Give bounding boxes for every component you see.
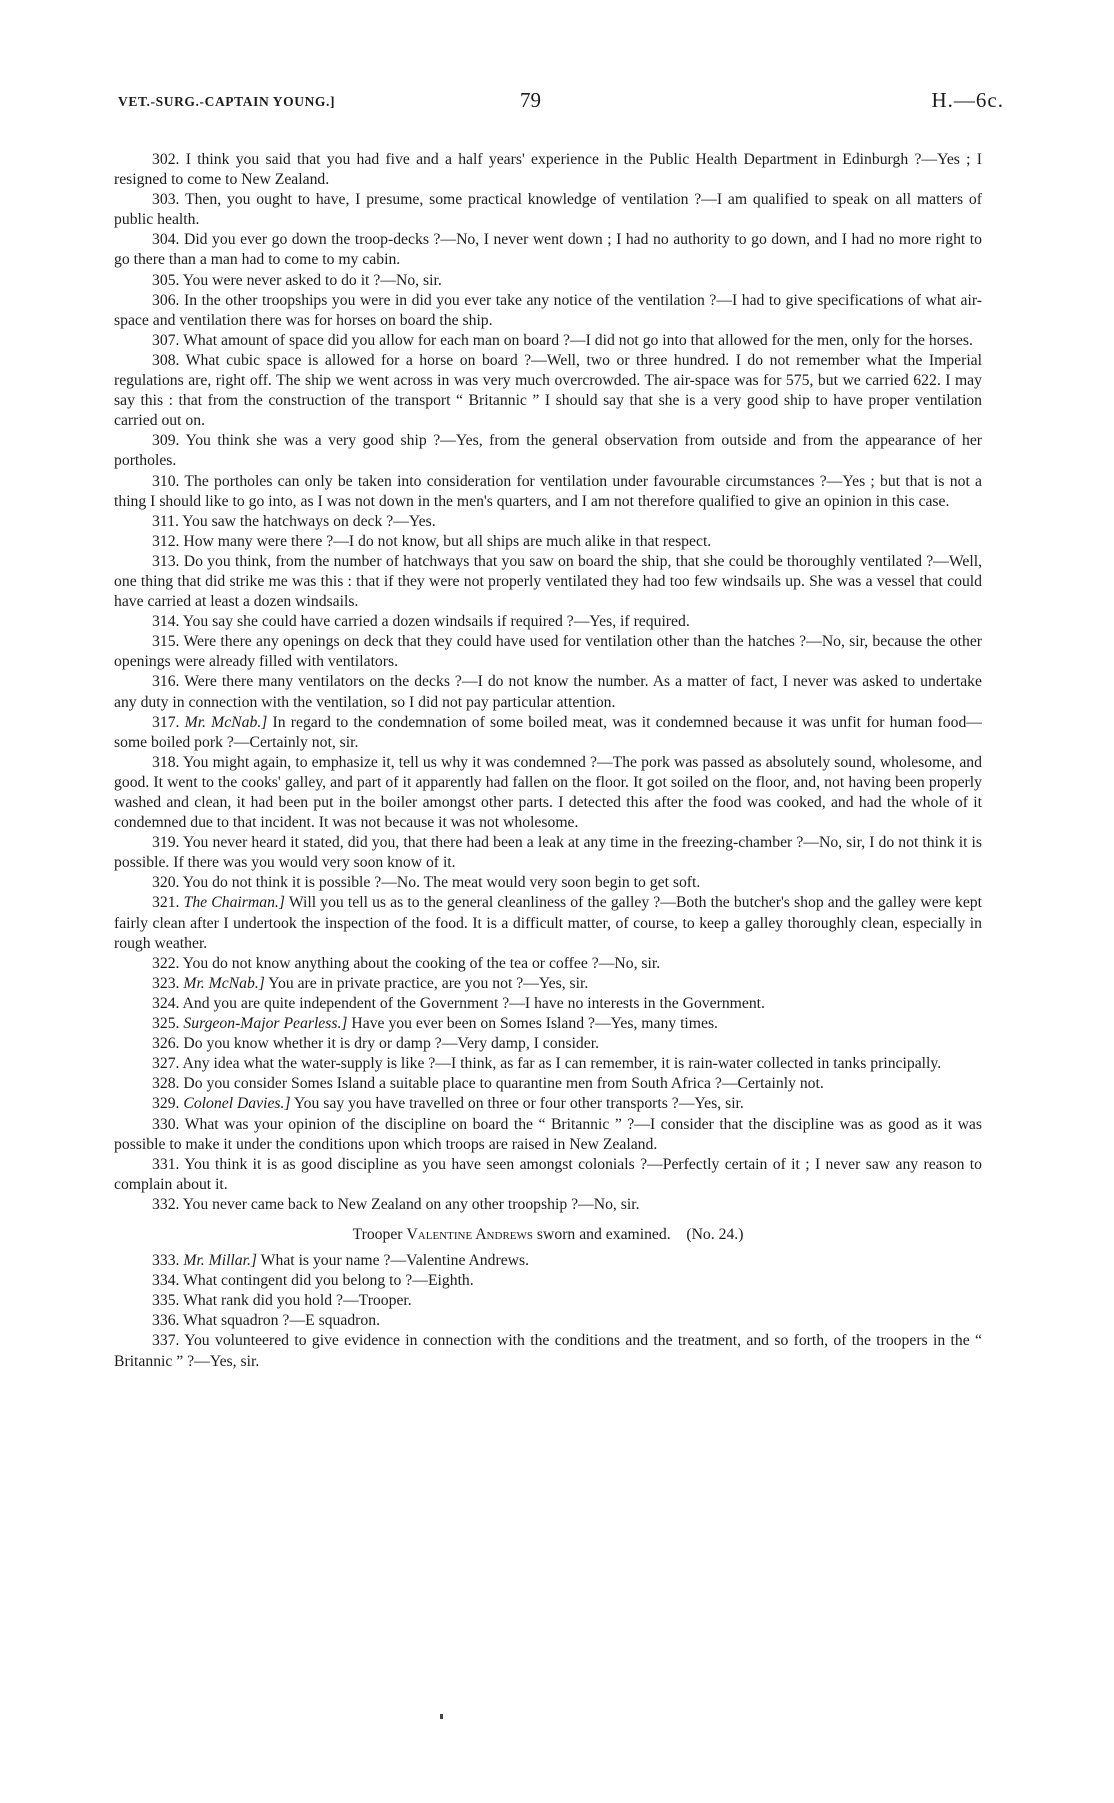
question-text: You do not think it is possible ?—No. The meat would very soon begin to get soft. <box>182 874 701 892</box>
question-paragraph <box>114 974 982 994</box>
question-text: In the other troopships you were in did you ever take any notice of the ventilation ?—I had to give specifications of what air-space and ventilation there was for horses on board the ship. <box>114 291 983 329</box>
question-text: You never heard it stated, did you, that there had been a leak at any time in the freezing-chamber ?—No, sir, I do not think it is possible. If there was you would very soon know of it. <box>114 834 982 872</box>
question-number: 318. <box>152 753 180 771</box>
question-number: 326. <box>152 1035 180 1053</box>
question-paragraph <box>114 632 982 672</box>
question-number: 305. <box>152 271 180 289</box>
question-number: 336. <box>152 1312 180 1330</box>
question-paragraph <box>114 1115 982 1155</box>
question-number: 313. <box>152 552 180 570</box>
question-number: 315. <box>152 633 180 651</box>
question-paragraph <box>114 230 982 270</box>
question-text: Then, you ought to have, I presume, some practical knowledge of ventilation ?—I am qualified to speak on all matters of public health. <box>114 191 983 229</box>
question-paragraph <box>114 351 982 431</box>
question-paragraph <box>114 271 982 291</box>
question-number: 308. <box>152 351 180 369</box>
question-text: Will you tell us as to the general cleanliness of the galley ?—Both the butcher's shop and the galley were kept fairly clean after I undertook the inspection of the food. It is a difficult matter, of course, to keep a galley thoroughly clean, especially in rough weather. <box>114 894 983 952</box>
question-paragraph <box>114 1094 982 1114</box>
question-text: Do you know whether it is dry or damp ?—Very damp, I consider. <box>183 1035 600 1053</box>
question-paragraph <box>114 612 982 632</box>
question-text: Do you think, from the number of hatchways that you saw on board the ship, that she could be thoroughly ventilated ?—Well, one thing that did strike me was this : that if they were not properly ventilated they had too few windsails up. She was a vessel that could have carried at least a dozen windsails. <box>114 552 982 611</box>
page-header <box>100 88 1004 118</box>
speaker-label: Mr. McNab.] <box>183 974 265 992</box>
question-number: 329. <box>152 1095 180 1113</box>
question-number: 314. <box>152 613 180 631</box>
question-paragraph <box>114 552 982 612</box>
question-number: 320. <box>152 874 180 892</box>
question-paragraph <box>114 1034 982 1054</box>
speaker-label: Colonel Davies.] <box>183 1095 291 1113</box>
section-heading <box>114 1225 982 1245</box>
question-paragraph <box>114 753 982 833</box>
question-number: 331. <box>152 1155 180 1173</box>
question-text: You saw the hatchways on deck ?—Yes. <box>182 512 436 530</box>
witness-name: Valentine Andrews <box>406 1225 533 1243</box>
page-number: 79 <box>520 88 541 112</box>
section-prefix: Trooper <box>352 1225 403 1243</box>
question-paragraph <box>114 1311 982 1331</box>
question-paragraph <box>114 1014 982 1034</box>
question-text: The portholes can only be taken into consideration for ventilation under favourable circumstances ?—Yes ; but that is not a thing I should like to go into, as I was not down in the men's quarters, and I am not therefore qualified to give an opinion in this case. <box>114 472 983 510</box>
question-number: 325. <box>152 1015 180 1033</box>
question-paragraph <box>114 954 982 974</box>
question-paragraph <box>114 190 982 230</box>
question-number: 332. <box>152 1195 180 1213</box>
question-text: Did you ever go down the troop-decks ?—No, I never went down ; I had no authority to go down, and I had no more right to go there than a man had to come to my cabin. <box>114 231 983 269</box>
question-paragraph <box>114 994 982 1014</box>
testimony-block-1 <box>114 150 982 1215</box>
document-body <box>114 150 982 1372</box>
witness-number: (No. 24.) <box>686 1225 744 1243</box>
question-text: What squadron ?—E squadron. <box>183 1312 381 1330</box>
question-text: Were there any openings on deck that they could have used for ventilation other than the hatches ?—No, sir, because the other openings were already filled with ventilators. <box>114 633 983 671</box>
section-suffix: sworn and examined. <box>536 1225 671 1243</box>
question-number: 322. <box>152 954 180 972</box>
question-number: 324. <box>152 994 180 1012</box>
question-paragraph <box>114 1251 982 1271</box>
question-number: 337. <box>152 1332 180 1350</box>
question-paragraph <box>114 532 982 552</box>
document-code: H.—6c. <box>931 88 1004 112</box>
question-paragraph <box>114 1195 982 1215</box>
question-number: 303. <box>152 191 180 209</box>
speaker-label: Surgeon-Major Pearless.] <box>183 1015 348 1033</box>
question-text: You are in private practice, are you not ?—Yes, sir. <box>268 974 589 992</box>
question-paragraph <box>114 150 982 190</box>
question-text: Do you consider Somes Island a suitable place to quarantine men from South Africa ?—Certainly not. <box>183 1075 824 1093</box>
question-number: 321. <box>152 894 180 912</box>
speaker-label: The Chairman.] <box>183 894 285 912</box>
question-text: What amount of space did you allow for each man on board ?—I did not go into that allowed for the men, only for the horses. <box>183 331 973 349</box>
question-number: 335. <box>152 1292 180 1310</box>
question-paragraph <box>114 1054 982 1074</box>
speaker-label: Mr. McNab.] <box>184 713 268 731</box>
question-text: What cubic space is allowed for a horse on board ?—Well, two or three hundred. I do not remember what the Imperial regulations are, right off. The ship we went across in was very much overcrowded. The air-space was for 575, but we carried 622. I may say this : that from the construction of the transport “ Britannic ” I should say that she is a very good ship to have proper ventilation carried out on. <box>114 351 982 430</box>
question-text: What rank did you hold ?—Trooper. <box>183 1292 412 1310</box>
question-number: 319. <box>152 834 180 852</box>
question-text: You think she was a very good ship ?—Yes, from the general observation from outside and from the appearance of her portholes. <box>114 432 983 470</box>
question-number: 304. <box>152 231 180 249</box>
question-number: 333. <box>152 1252 180 1270</box>
question-paragraph <box>114 512 982 532</box>
question-paragraph <box>114 893 982 953</box>
question-paragraph <box>114 431 982 471</box>
question-text: Have you ever been on Somes Island ?—Yes, many times. <box>351 1015 718 1033</box>
question-paragraph <box>114 331 982 351</box>
question-paragraph <box>114 291 982 331</box>
question-paragraph <box>114 472 982 512</box>
question-text: You think it is as good discipline as you have seen amongst colonials ?—Perfectly certain of it ; I never saw any reason to complain about it. <box>114 1155 982 1193</box>
question-text: You do not know anything about the cooking of the tea or coffee ?—No, sir. <box>182 954 661 972</box>
question-number: 312. <box>152 532 180 550</box>
question-number: 309. <box>152 432 180 450</box>
question-text: I think you said that you had five and a half years' experience in the Public Health Department in Edinburgh ?—Yes ; I resigned to come to New Zealand. <box>114 151 982 189</box>
question-text: What contingent did you belong to ?—Eighth. <box>183 1272 474 1290</box>
question-text: You were never asked to do it ?—No, sir. <box>182 271 442 289</box>
question-paragraph <box>114 1331 982 1371</box>
question-number: 316. <box>152 673 180 691</box>
question-text: You might again, to emphasize it, tell us why it was condemned ?—The pork was passed as absolutely sound, wholesome, and good. It went to the cooks' galley, and part of it apparently had fallen on the floor. It got soiled on the floor, and, not having been properly washed and clean, it had been put in the boiler amongst other parts. I detected this after the food was cooked, and had the whole of it condemned due to that incident. It was not because it was not wholesome. <box>114 753 982 832</box>
question-text: Were there many ventilators on the decks ?—I do not know the number. As a matter of fact, I never was asked to undertake any duty in connection with the ventilation, so I did not pay particular attention. <box>114 673 982 711</box>
question-text: How many were there ?—I do not know, but all ships are much alike in that respect. <box>183 532 712 550</box>
question-number: 302. <box>152 151 180 168</box>
question-paragraph <box>114 713 982 753</box>
question-text: In regard to the condemnation of some boiled meat, was it condemned because it was unfit for human food—some boiled pork ?—Certainly not, sir. <box>114 713 982 751</box>
question-paragraph <box>114 1074 982 1094</box>
question-paragraph <box>114 1291 982 1311</box>
question-number: 330. <box>152 1115 180 1133</box>
question-text: What is your name ?—Valentine Andrews. <box>260 1252 530 1270</box>
question-paragraph <box>114 833 982 873</box>
question-number: 334. <box>152 1272 180 1290</box>
question-text: And you are quite independent of the Government ?—I have no interests in the Government. <box>182 994 765 1012</box>
testimony-block-2 <box>114 1251 982 1372</box>
question-paragraph <box>114 873 982 893</box>
question-number: 317. <box>152 713 180 731</box>
question-number: 328. <box>152 1075 180 1093</box>
question-number: 306. <box>152 291 180 309</box>
question-paragraph <box>114 1155 982 1195</box>
question-number: 327. <box>152 1055 180 1073</box>
question-number: 323. <box>152 974 180 992</box>
ink-mark <box>440 1714 443 1719</box>
question-text: Any idea what the water-supply is like ?—I think, as far as I can remember, it is rain-water collected in tanks principally. <box>182 1055 942 1073</box>
question-paragraph <box>114 672 982 712</box>
running-head: VET.-SURG.-CAPTAIN YOUNG.] <box>118 94 336 109</box>
question-text: You say she could have carried a dozen windsails if required ?—Yes, if required. <box>182 613 690 631</box>
question-paragraph <box>114 1271 982 1291</box>
question-text: What was your opinion of the discipline on board the “ Britannic ” ?—I consider that the discipline was as good as it was possible to make it under the conditions upon which troops are raised in New Zealand. <box>114 1115 982 1153</box>
question-number: 307. <box>152 331 180 349</box>
question-number: 310. <box>152 472 180 490</box>
speaker-label: Mr. Millar.] <box>183 1252 258 1270</box>
question-text: You volunteered to give evidence in connection with the conditions and the treatment, and so forth, of the troopers in the “ Britannic ” ?—Yes, sir. <box>114 1332 982 1370</box>
question-text: You never came back to New Zealand on any other troopship ?—No, sir. <box>182 1195 640 1213</box>
question-number: 311. <box>152 512 179 530</box>
question-text: You say you have travelled on three or four other transports ?—Yes, sir. <box>293 1095 744 1113</box>
